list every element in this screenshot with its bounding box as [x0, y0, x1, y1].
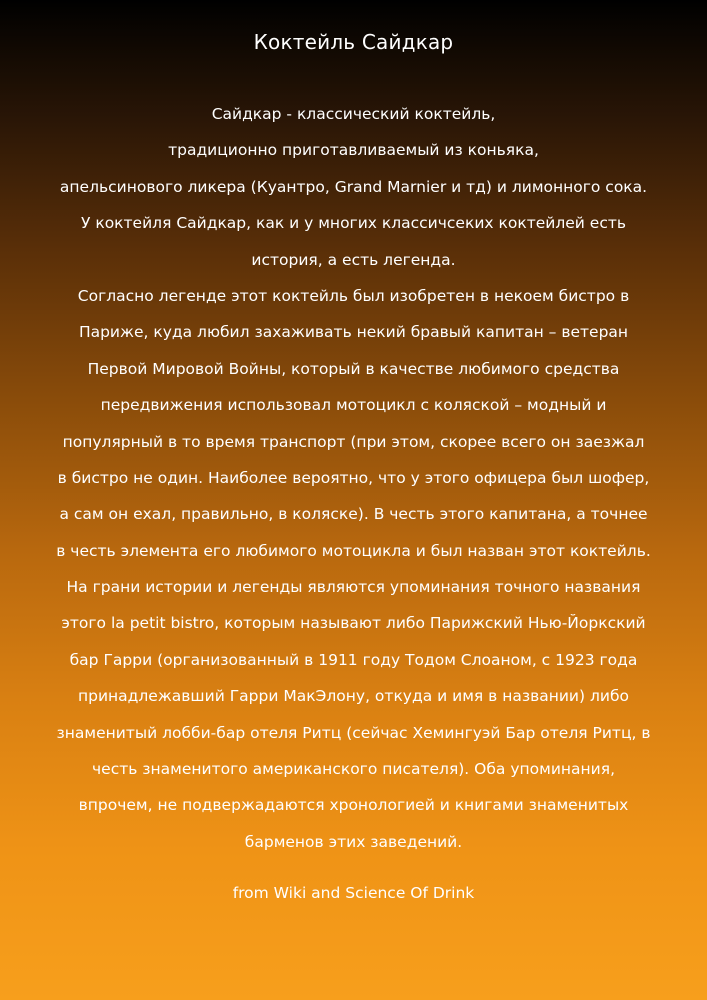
- text-line: популярный в то время транспорт (при этом, скорее всего он заезжал: [62, 432, 645, 451]
- text-line: а сам он ехал, правильно, в коляске). В честь этого капитана, а точнее: [59, 505, 648, 524]
- text-line: На грани истории и легенды являются упоминания точного названия: [66, 578, 641, 597]
- text-line: Первой Мировой Войны, который в качестве любимого средства: [87, 359, 620, 378]
- text-line: в честь элемента его любимого мотоцикла и был назван этот коктейль.: [56, 541, 651, 560]
- body-text: [0, 96, 707, 860]
- source-credit: from Wiki and Science Of Drink: [232, 884, 475, 902]
- text-line: принадлежавший Гарри МакЭлону, откуда и имя в названии) либо: [78, 687, 629, 706]
- text-line: Согласно легенде этот коктейль был изобретен в некоем бистро в: [77, 286, 630, 305]
- text-line: честь знаменитого американского писателя). Оба упоминания,: [92, 760, 615, 779]
- text-line: барменов этих заведений.: [244, 832, 463, 851]
- text-line: история, а есть легенда.: [251, 250, 456, 269]
- text-line: передвижения использовал мотоцикл с коляской – модный и: [100, 396, 607, 415]
- text-line: традиционно приготавливаемый из коньяка,: [168, 141, 539, 160]
- text-line: впрочем, не подвержадаются хронологией и книгами знаменитых: [78, 796, 629, 815]
- text-line: Сайдкар - классический коктейль,: [211, 105, 496, 123]
- text-line: этого la petit bistro, которым называют либо Парижский Нью-Йоркский: [61, 614, 646, 633]
- text-line: знаменитый лобби-бар отеля Ритц (сейчас Хемингуэй Бар отеля Ритц, в: [56, 723, 651, 742]
- text-line: бар Гарри (организованный в 1911 году Тодом Слоаном, с 1923 года: [69, 650, 638, 669]
- document-title: Коктейль Сайдкар: [253, 30, 454, 54]
- text-line: У коктейля Сайдкар, как и у многих классичсеких коктейлей есть: [80, 214, 627, 233]
- text-line: апельсинового ликера (Куантро, Grand Marnier и тд) и лимонного сока.: [59, 177, 648, 196]
- text-line: в бистро не один. Наиболее вероятно, что у этого офицера был шофер,: [57, 468, 650, 487]
- text-line: Париже, куда любил захаживать некий бравый капитан – ветеран: [78, 323, 629, 342]
